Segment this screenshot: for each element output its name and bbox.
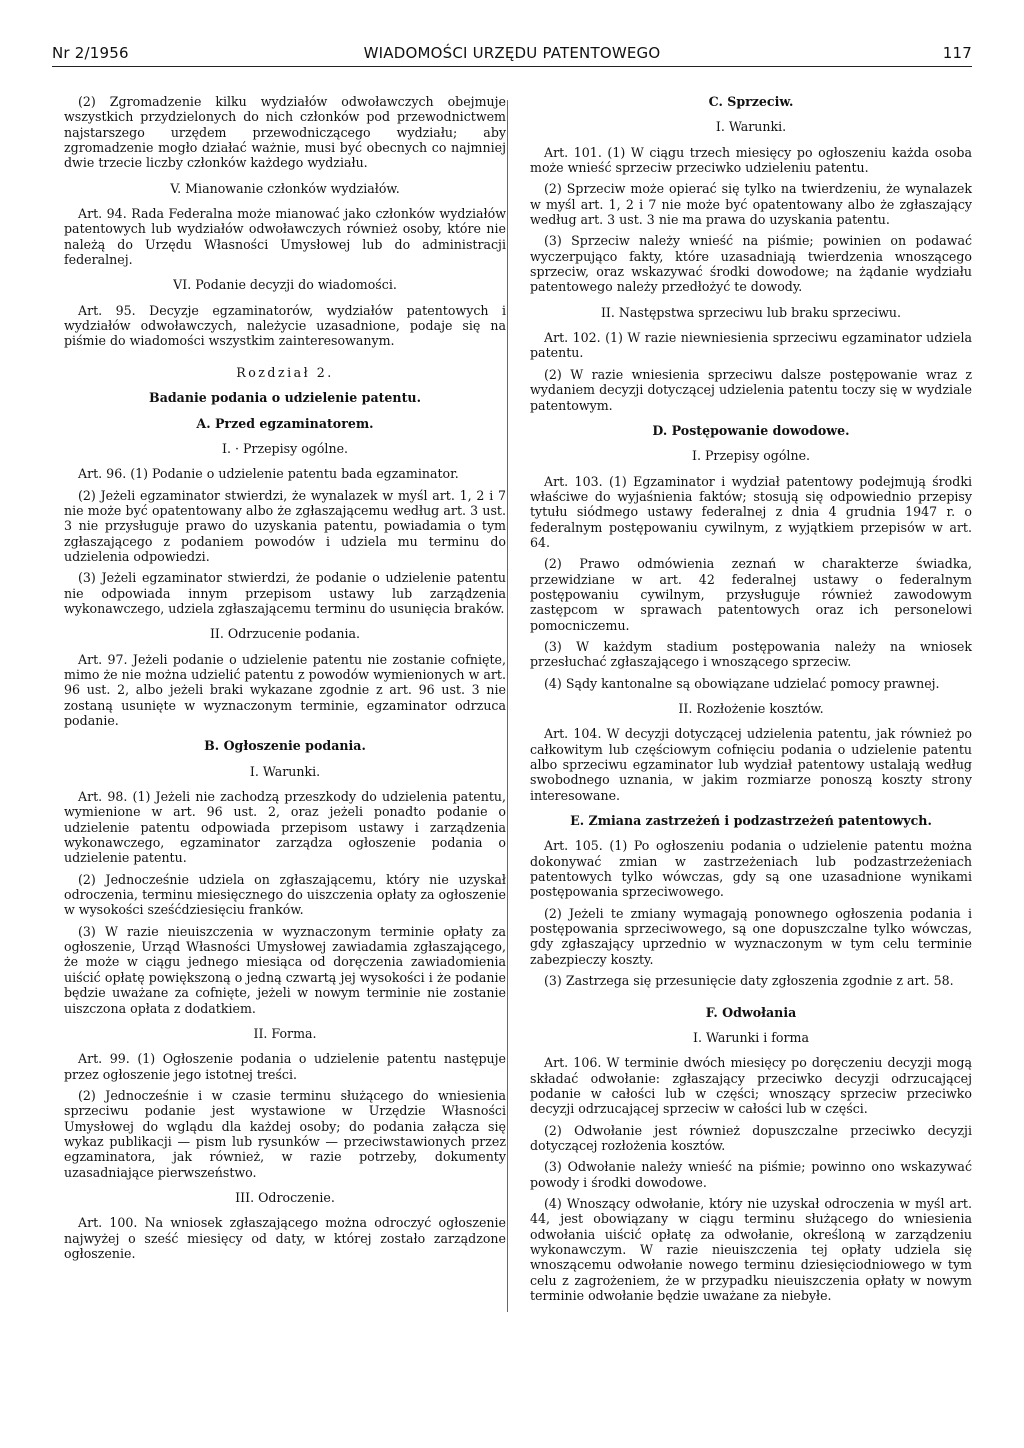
article-105-3: (3) Zastrzega się przesunięcie daty zgłoszenia zgodnie z art. 58. xyxy=(544,973,954,989)
subsection-heading: I. · Przepisy ogólne. xyxy=(221,440,349,456)
article-101-2: (2) Sprzeciw może opierać się tylko na twierdzeniu, że wynalazek w myśl art. 1, 2 i 7 nie może być opatentowany albo że zgłaszający według art. 3 ust. 3 nie ma prawa do uzyskania patentu. xyxy=(530,181,972,228)
article-102-1: Art. 102. (1) W razie niewniesienia sprzeciwu egzaminator udziela patentu. xyxy=(530,330,972,361)
section-heading: F. Odwołania xyxy=(705,1004,797,1020)
article-106-4: (4) Wnoszący odwołanie, który nie uzyskał odroczenia w myśl art. 44, jest obowiązany w ciągu terminu służącego do wniesienia odwołania uiścić opłatę za odwołanie, określoną w zarządzeniu wykonawczym. W razie nieuiszczenia tej opłaty udziela się wnoszącemu odwołanie nowego terminu dziesięciodniowego w tym celu z zagrożeniem, że w przypadku nieuiszczenia opłaty w nowym terminie odwołanie będzie uważane za niebyłe. xyxy=(530,1195,972,1303)
subsection-heading: III. Odroczenie. xyxy=(235,1189,335,1205)
article-103-4: (4) Sądy kantonalne są obowiązane udzielać pomocy prawnej. xyxy=(544,675,940,691)
article-104: Art. 104. W decyzji dotyczącej udzielenia patentu, jak również po całkowitym lub częściowym cofnięciu podania o udzielenie patentu albo sprzeciwu egzaminator lub wydział patentowy ustalają według swobodnego uznania, w jakim rozmiarze ponoszą koszty strony interesowane. xyxy=(530,726,972,803)
subsection-heading: I. Warunki. xyxy=(249,763,321,779)
subsection-heading: I. Warunki. xyxy=(715,119,787,135)
article-106-3: (3) Odwołanie należy wnieść na piśmie; powinno ono wskazywać powody i środki dowodowe. xyxy=(530,1159,972,1190)
article-103-3: (3) W każdym stadium postępowania należy na wniosek przesłuchać zgłaszającego i wnoszącego sprzeciw. xyxy=(530,638,972,670)
subsection-heading: I. Przepisy ogólne. xyxy=(691,448,811,464)
article-106-2: (2) Odwołanie jest również dopuszczalne przeciwko decyzji dotyczącej rozłożenia kosztów. xyxy=(530,1122,972,1153)
page-header xyxy=(52,44,972,67)
article-94: Art. 94. Rada Federalna może mianować jako członków wydziałów patentowych lub wydziałów odwoławczych również osoby, które nie należą do Urzędu Własności Umysłowej lub do administracji federalnej. xyxy=(64,206,506,268)
article-102-2: (2) W razie wniesienia sprzeciwu dalsze postępowanie wraz z wydaniem decyzji dotyczącej udzielenia patentu toczy się w wydziale patentowym. xyxy=(530,366,972,413)
issue-number: Nr 2/1956 xyxy=(52,44,129,62)
article-96-2: (2) Jeżeli egzaminator stwierdzi, że wynalazek w myśl art. 1, 2 i 7 nie może być opatentowany albo że zgłaszającemu według art. 3 ust. 3 nie przysługuje prawo do uzyskania patentu, powiadamia o tym zgłaszającego z podaniem powodów i udziela mu terminu do udzielenia odpowiedzi. xyxy=(64,487,506,564)
chapter-title: Badanie podania o udzielenie patentu. xyxy=(149,390,421,406)
section-heading: VI. Podanie decyzji do wiadomości. xyxy=(173,277,397,293)
article-98-1: Art. 98. (1) Jeżeli nie zachodzą przeszkody do udzielenia patentu, wymienione w art. 96 ust. 2, oraz jeżeli ponadto podanie o udzielenie patentu odpowiada przepisom ustawy i zarządzenia wykonawczego, egzaminator zarządza ogłoszenie podania o udzielenie patentu. xyxy=(64,789,506,866)
page-number: 117 xyxy=(942,44,972,62)
article-96-1: Art. 96. (1) Podanie o udzielenie patentu bada egzaminator. xyxy=(78,466,459,482)
article-99-2: (2) Jednocześnie i w czasie terminu służącego do wniesienia sprzeciwu podanie jest wystawione w Urzędzie Własności Umysłowej do wglądu dla każdej osoby; do podania załącza się wykaz publikacji — pism lub rysunków — przeciwstawionych przez egzaminatora, jak również, w razie potrzeby, dokumenty uzasadniające pierwszeństwo. xyxy=(64,1087,506,1180)
column-divider xyxy=(507,100,508,1312)
paragraph: (2) Zgromadzenie kilku wydziałów odwoławczych obejmuje wszystkich przydzielonych do nich członków pod przewodnictwem najstarszego urzędem przewodniczącego wydziału; aby zgromadzenie mogło działać ważnie, musi być obecnych co najmniej dwie trzecie liczby członków każdego wydziału. xyxy=(64,94,506,171)
section-heading: V. Mianowanie członków wydziałów. xyxy=(170,180,400,196)
article-105-1: Art. 105. (1) Po ogłoszeniu podania o udzielenie patentu można dokonywać zmian w zastrzeżeniach lub podzastrzeżeniach patentowych tylko wówczas, gdy są one uzasadnione wynikami postępowania sprzeciwowego. xyxy=(530,838,972,900)
left-column xyxy=(64,94,506,1267)
article-101-1: Art. 101. (1) W ciągu trzech miesięcy po ogłoszeniu każda osoba może wnieść sprzeciw przeciwko udzieleniu patentu. xyxy=(530,144,972,176)
article-101-3: (3) Sprzeciw należy wnieść na piśmie; powinien on podawać wyczerpująco fakty, które uzasadniają twierdzenia wnoszącego sprzeciw, oraz wskazywać środki dowodowe; na żądanie wydziału patentowego należy przedłożyć te dowody. xyxy=(530,233,972,295)
subsection-heading: II. Następstwa sprzeciwu lub braku sprzeciwu. xyxy=(600,304,902,320)
chapter-heading: Rozdział 2. xyxy=(236,364,334,380)
article-95: Art. 95. Decyzje egzaminatorów, wydziałów patentowych i wydziałów odwoławczych, należycie uzasadnione, podaje się na piśmie do wiadomości wszystkim zainteresowanym. xyxy=(64,302,506,349)
subsection-heading: II. Rozłożenie kosztów. xyxy=(678,701,824,716)
article-96-3: (3) Jeżeli egzaminator stwierdzi, że podanie o udzielenie patentu nie odpowiada innym przepisom ustawy lub zarządzenia wykonawczego, udziela zgłaszającemu terminu do usunięcia braków. xyxy=(64,570,506,616)
subsection-heading: I. Warunki i forma xyxy=(693,1029,809,1045)
article-99-1: Art. 99. (1) Ogłoszenie podania o udzielenie patentu następuje przez ogłoszenie jego istotnej treści. xyxy=(64,1051,506,1082)
article-103-2: (2) Prawo odmówienia zeznań w charakterze świadka, przewidziane w art. 42 federalnej ustawy o federalnym postępowaniu cywilnym, przysługuje również zawodowym zastępcom w sprawach patentowych oraz ich personelowi pomocniczemu. xyxy=(530,556,972,633)
article-106-1: Art. 106. W terminie dwóch miesięcy po doręczeniu decyzji mogą składać odwołanie: zgłaszający przeciwko decyzji odrzucającej podanie w całości lub w części; wnoszący sprzeciw przeciwko decyzji odrzucającej sprzeciw w całości lub w części. xyxy=(530,1055,972,1117)
article-98-2: (2) Jednocześnie udziela on zgłaszającemu, który nie uzyskał odroczenia, terminu miesięcznego do uiszczenia opłaty za ogłoszenie w wysokości sześćdziesięciu franków. xyxy=(64,871,506,918)
article-105-2: (2) Jeżeli te zmiany wymagają ponownego ogłoszenia podania i postępowania sprzeciwowego, są one dopuszczalne tylko wówczas, gdy zgłaszający uprzednio w wyznaczonym w tym celu terminie zabezpieczy koszty. xyxy=(530,905,972,967)
section-heading: C. Sprzeciw. xyxy=(708,94,794,109)
article-100: Art. 100. Na wniosek zgłaszającego można odroczyć ogłoszenie najwyżej o sześć miesięcy od daty, w której zostało zarządzone ogłoszenie. xyxy=(64,1215,506,1261)
section-heading: E. Zmiana zastrzeżeń i podzastrzeżeń patentowych. xyxy=(570,813,932,829)
section-heading: D. Postępowanie dowodowe. xyxy=(652,422,850,438)
article-98-3: (3) W razie nieuiszczenia w wyznaczonym terminie opłaty za ogłoszenie, Urząd Własności Umysłowej zawiadamia zgłaszającego, że może w ciągu jednego miesiąca od doręczenia zawiadomienia uiścić opłatę powiększoną o jedną czwartą jej wysokości i że podanie będzie uważane za cofnięte, jeżeli w nowym terminie nie zostanie uiszczona opłata z dodatkiem. xyxy=(64,923,506,1016)
section-heading: B. Ogłoszenie podania. xyxy=(204,738,366,754)
journal-title: WIADOMOŚCI URZĘDU PATENTOWEGO xyxy=(363,44,661,62)
article-103-1: Art. 103. (1) Egzaminator i wydział patentowy podejmują środki właściwe do wyjaśnienia faktów; stosują się odpowiednio przepisy tytułu siódmego ustawy federalnej z dnia 4 grudnia 1947 r. o federalnym postępowaniu cywilnym, z wyjątkiem przepisów w art. 64. xyxy=(530,473,972,550)
subsection-heading: II. Odrzucenie podania. xyxy=(209,626,361,642)
article-97: Art. 97. Jeżeli podanie o udzielenie patentu nie zostanie cofnięte, mimo że nie można udzielić patentu z powodów wymienionych w art. 96 ust. 2, albo jeżeli braki wykazane zgodnie z art. 96 ust. 3 nie zostaną usunięte w wyznaczonym terminie, egzaminator odrzuca podanie. xyxy=(64,651,506,728)
section-heading: A. Przed egzaminatorem. xyxy=(196,415,374,431)
right-column xyxy=(530,94,972,1309)
subsection-heading: II. Forma. xyxy=(253,1025,317,1041)
